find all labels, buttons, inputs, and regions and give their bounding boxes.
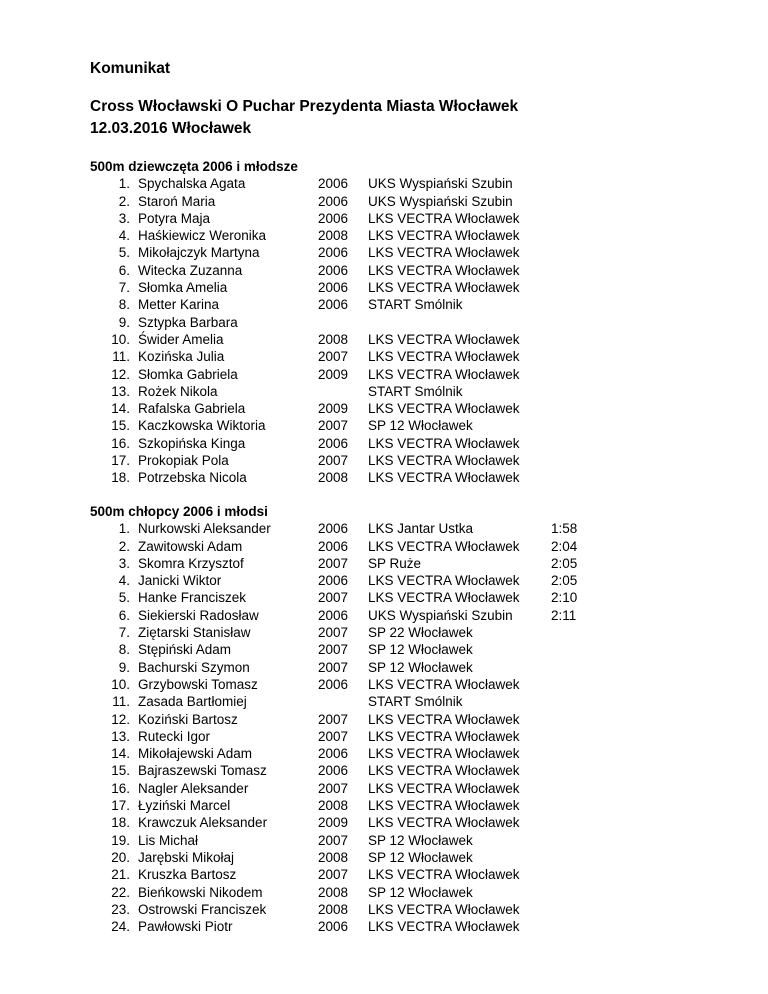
athlete-name: Sztypka Barbara [138,314,238,330]
birth-year: 2006 [318,297,349,313]
place-number: 10. [111,676,130,692]
athlete-name: Potyra Maja [138,210,211,226]
club-name: LKS VECTRA Włocławek [368,590,520,606]
place-number: 12. [111,366,130,382]
athlete-name: Zawitowski Adam [138,538,243,554]
result-row [0,520,768,537]
club-name: LKS VECTRA Włocławek [368,538,520,554]
club-name: SP 12 Włocławek [368,642,473,658]
birth-year: 2006 [318,210,349,226]
athlete-name: Spychalska Agata [138,176,246,192]
athlete-name: Pawłowski Piotr [138,919,233,935]
club-name: LKS VECTRA Włocławek [368,867,520,883]
club-name: SP 12 Włocławek [368,884,473,900]
club-name: LKS VECTRA Włocławek [368,435,520,451]
club-name: LKS VECTRA Włocławek [368,798,520,814]
athlete-name: Słomka Amelia [138,280,228,296]
birth-year: 2006 [318,607,349,623]
result-row [0,659,768,676]
result-time: 2:05 [551,573,578,589]
result-row [0,589,768,606]
athlete-name: Łyziński Marcel [138,798,231,814]
result-row [0,555,768,572]
athlete-name: Bachurski Szymon [138,659,250,675]
birth-year: 2007 [318,453,349,469]
birth-year: 2007 [318,867,349,883]
athlete-name: Lis Michał [138,832,199,848]
result-row [0,262,768,279]
athlete-name: Witecka Zuzanna [138,262,243,278]
birth-year: 2008 [318,798,349,814]
place-number: 24. [111,919,130,935]
result-time: 2:11 [551,607,577,623]
birth-year: 2006 [318,763,349,779]
place-number: 14. [111,401,130,417]
club-name: SP 12 Włocławek [368,659,473,675]
result-time: 2:04 [551,538,578,554]
place-number: 5. [118,590,130,606]
place-number: 8. [118,297,130,313]
athlete-name: Stępiński Adam [138,642,232,658]
birth-year: 2006 [318,193,349,209]
place-number: 2. [118,538,130,554]
club-name: LKS Jantar Ustka [368,521,474,537]
result-row [0,866,768,883]
birth-year: 2006 [318,573,349,589]
club-name: LKS VECTRA Włocławek [368,349,520,365]
club-name: LKS VECTRA Włocławek [368,711,520,727]
club-name: LKS VECTRA Włocławek [368,470,520,486]
athlete-name: Krawczuk Aleksander [138,815,268,831]
club-name: LKS VECTRA Włocławek [368,280,520,296]
athlete-name: Bajraszewski Tomasz [138,763,267,779]
place-number: 10. [111,331,130,347]
place-number: 16. [111,780,130,796]
birth-year: 2006 [318,919,349,935]
result-row [0,797,768,814]
result-row [0,193,768,210]
athlete-name: Mikołajewski Adam [138,746,253,762]
birth-year: 2006 [318,746,349,762]
result-row [0,296,768,313]
club-name: START Smólnik [368,297,463,313]
athlete-name: Nagler Aleksander [138,780,249,796]
athlete-name: Nurkowski Aleksander [138,521,271,537]
athlete-name: Siekierski Radosław [138,607,259,623]
club-name: LKS VECTRA Włocławek [368,676,520,692]
result-row [0,331,768,348]
result-row [0,210,768,227]
club-name: SP 12 Włocławek [368,849,473,865]
result-row [0,711,768,728]
athlete-name: Mikołajczyk Martyna [138,245,260,261]
place-number: 1. [118,176,130,192]
athlete-name: Zasada Bartłomiej [138,694,247,710]
place-number: 6. [118,607,130,623]
document-title: Komunikat [90,60,171,77]
result-row [0,728,768,745]
results-list [0,520,768,935]
birth-year: 2006 [318,435,349,451]
club-name: LKS VECTRA Włocławek [368,919,520,935]
place-number: 9. [118,314,130,330]
birth-year: 2007 [318,590,349,606]
birth-year: 2009 [318,366,349,382]
place-number: 9. [118,659,130,675]
result-row [0,314,768,331]
event-date-place: 12.03.2016 Włocławek [90,120,252,137]
athlete-name: Szkopińska Kinga [138,435,246,451]
birth-year: 2008 [318,884,349,900]
birth-year: 2007 [318,349,349,365]
birth-year: 2007 [318,555,349,571]
result-row [0,279,768,296]
club-name: LKS VECTRA Włocławek [368,763,520,779]
birth-year: 2007 [318,625,349,641]
birth-year: 2006 [318,262,349,278]
place-number: 8. [118,642,130,658]
result-row [0,780,768,797]
club-name: LKS VECTRA Włocławek [368,746,520,762]
athlete-name: Jarębski Mikołaj [138,849,235,865]
club-name: LKS VECTRA Włocławek [368,331,520,347]
athlete-name: Potrzebska Nicola [138,470,247,486]
athlete-name: Kruszka Bartosz [138,867,237,883]
club-name: LKS VECTRA Włocławek [368,815,520,831]
result-row [0,227,768,244]
place-number: 18. [111,815,130,831]
section-heading: 500m dziewczęta 2006 i młodsze [90,159,298,174]
birth-year: 2006 [318,245,349,261]
birth-year: 2006 [318,538,349,554]
result-row [0,849,768,866]
result-row [0,452,768,469]
club-name: LKS VECTRA Włocławek [368,901,520,917]
athlete-name: Słomka Gabriela [138,366,238,382]
result-row [0,469,768,486]
place-number: 22. [111,884,130,900]
place-number: 11. [112,694,130,710]
result-row [0,641,768,658]
athlete-name: Rożek Nikola [138,383,218,399]
birth-year: 2006 [318,176,349,192]
club-name: SP Ruże [368,555,422,571]
birth-year: 2007 [318,642,349,658]
place-number: 15. [111,763,130,779]
birth-year: 2009 [318,815,349,831]
result-row [0,175,768,192]
place-number: 5. [118,245,130,261]
athlete-name: Prokopiak Pola [138,453,229,469]
club-name: UKS Wyspiański Szubin [368,607,513,623]
place-number: 19. [111,832,130,848]
athlete-name: Janicki Wiktor [138,573,222,589]
place-number: 4. [118,573,130,589]
result-time: 2:10 [551,590,578,606]
result-row [0,884,768,901]
birth-year: 2006 [318,280,349,296]
athlete-name: Skomra Krzysztof [138,555,244,571]
place-number: 14. [111,746,130,762]
athlete-name: Bieńkowski Nikodem [138,884,263,900]
place-number: 7. [118,280,130,296]
athlete-name: Świder Amelia [138,331,224,347]
result-row [0,348,768,365]
birth-year: 2007 [318,780,349,796]
club-name: LKS VECTRA Włocławek [368,453,520,469]
place-number: 1. [118,521,130,537]
result-row [0,400,768,417]
result-row [0,572,768,589]
place-number: 17. [111,453,130,469]
birth-year: 2007 [318,711,349,727]
place-number: 4. [118,228,130,244]
results-list [0,175,768,486]
result-row [0,244,768,261]
place-number: 13. [111,383,130,399]
place-number: 21. [111,867,130,883]
birth-year: 2007 [318,418,349,434]
club-name: SP 12 Włocławek [368,418,473,434]
athlete-name: Kaczkowska Wiktoria [138,418,266,434]
result-row [0,417,768,434]
club-name: START Smólnik [368,383,463,399]
result-row [0,624,768,641]
result-row [0,814,768,831]
place-number: 3. [118,210,130,226]
result-row [0,383,768,400]
place-number: 3. [118,555,130,571]
result-row [0,538,768,555]
club-name: LKS VECTRA Włocławek [368,245,520,261]
athlete-name: Ostrowski Franciszek [138,901,267,917]
place-number: 13. [111,728,130,744]
birth-year: 2008 [318,901,349,917]
place-number: 15. [111,418,130,434]
place-number: 6. [118,262,130,278]
event-title: Cross Włocławski O Puchar Prezydenta Miasta Włocławek [90,98,519,115]
result-time: 2:05 [551,555,578,571]
place-number: 11. [112,349,130,365]
result-time: 1:58 [551,521,578,537]
place-number: 12. [111,711,130,727]
result-row [0,676,768,693]
club-name: LKS VECTRA Włocławek [368,573,520,589]
club-name: START Smólnik [368,694,463,710]
athlete-name: Koziński Bartosz [138,711,238,727]
birth-year: 2008 [318,228,349,244]
place-number: 18. [111,470,130,486]
birth-year: 2006 [318,521,349,537]
club-name: LKS VECTRA Włocławek [368,401,520,417]
birth-year: 2006 [318,676,349,692]
place-number: 20. [111,849,130,865]
place-number: 17. [111,798,130,814]
club-name: LKS VECTRA Włocławek [368,228,520,244]
club-name: SP 12 Włocławek [368,832,473,848]
club-name: LKS VECTRA Włocławek [368,728,520,744]
result-row [0,762,768,779]
athlete-name: Rafalska Gabriela [138,401,246,417]
athlete-name: Rutecki Igor [138,728,211,744]
section-heading: 500m chłopcy 2006 i młodsi [90,504,268,519]
athlete-name: Metter Karina [138,297,220,313]
club-name: SP 22 Włocławek [368,625,473,641]
result-row [0,918,768,935]
birth-year: 2008 [318,331,349,347]
club-name: UKS Wyspiański Szubin [368,193,513,209]
club-name: LKS VECTRA Włocławek [368,366,520,382]
place-number: 16. [111,435,130,451]
place-number: 2. [118,193,130,209]
place-number: 23. [111,901,130,917]
athlete-name: Grzybowski Tomasz [138,676,258,692]
athlete-name: Ziętarski Stanisław [138,625,251,641]
athlete-name: Hanke Franciszek [138,590,247,606]
athlete-name: Kozińska Julia [138,349,225,365]
birth-year: 2007 [318,659,349,675]
birth-year: 2008 [318,849,349,865]
athlete-name: Staroń Maria [138,193,216,209]
club-name: LKS VECTRA Włocławek [368,262,520,278]
birth-year: 2007 [318,728,349,744]
result-row [0,693,768,710]
place-number: 7. [118,625,130,641]
result-row [0,435,768,452]
birth-year: 2008 [318,470,349,486]
club-name: LKS VECTRA Włocławek [368,210,520,226]
birth-year: 2009 [318,401,349,417]
result-row [0,901,768,918]
athlete-name: Haśkiewicz Weronika [138,228,267,244]
result-row [0,366,768,383]
result-row [0,745,768,762]
result-row [0,832,768,849]
birth-year: 2007 [318,832,349,848]
result-row [0,607,768,624]
club-name: UKS Wyspiański Szubin [368,176,513,192]
club-name: LKS VECTRA Włocławek [368,780,520,796]
